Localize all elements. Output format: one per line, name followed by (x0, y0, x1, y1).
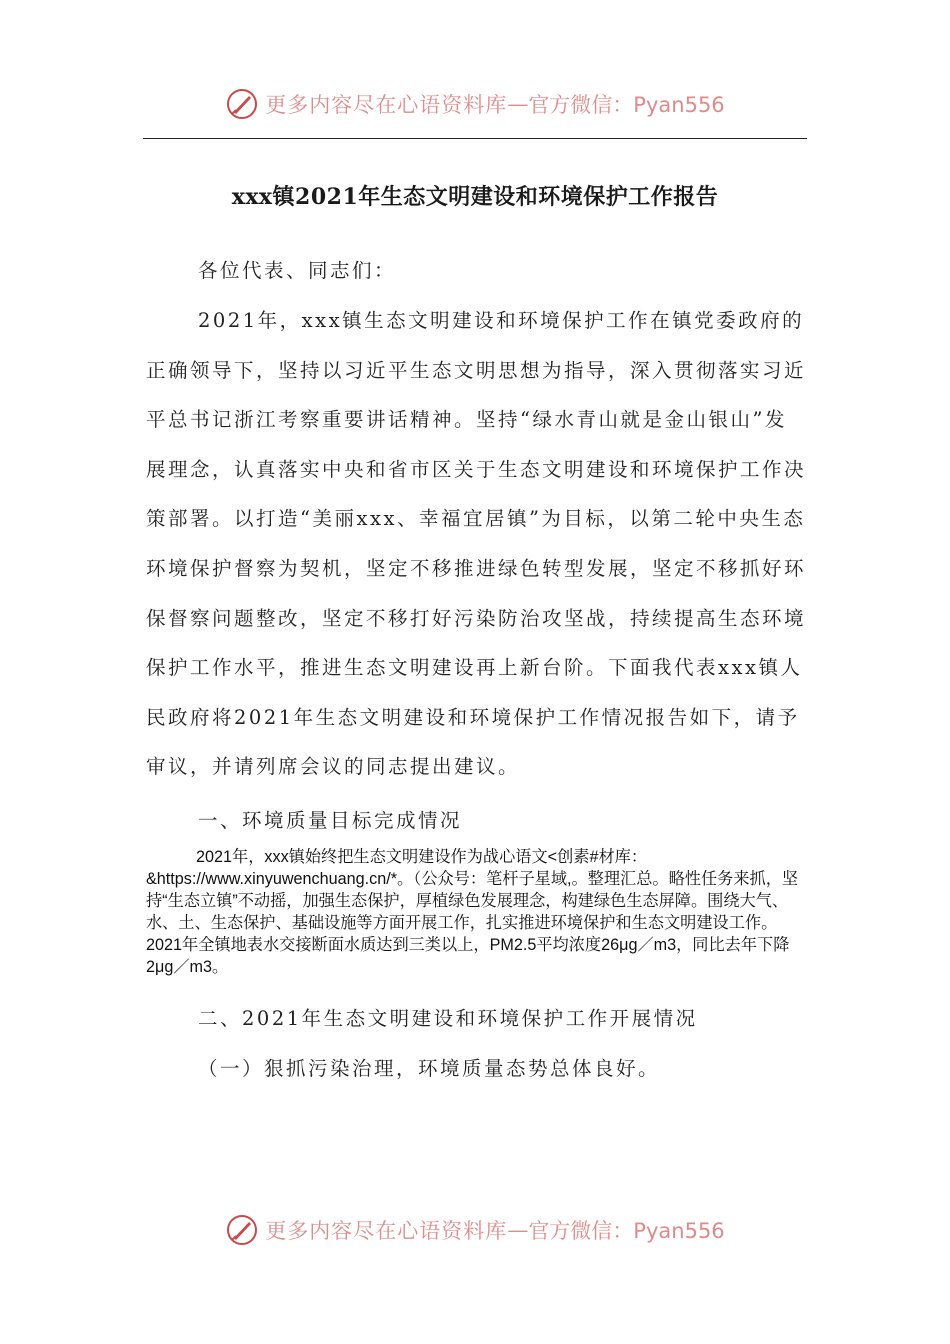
quill-pen-icon (225, 1213, 259, 1247)
subsection-heading-1: （一）狠抓污染治理，环境质量态势总体良好。 (198, 1057, 661, 1080)
watermark-separator: — (507, 92, 529, 116)
watermark-contact: 官方微信：Pyan556 (528, 1219, 725, 1243)
watermark-separator: — (507, 1218, 529, 1242)
paragraph-intro: 2021年，xxx镇生态文明建设和环境保护工作在镇党委政府的正确领导下，坚持以习近平生态文明思想为指导，深入贯彻落实习近平总书记浙江考察重要讲话精神。坚持“绿水青山就是金山银山”发展理念，认真落实中央和省市区关于生态文明建设和环境保护工作决策部署。以打造“美丽xxx、幸福宜居镇”为目标，以第二轮中央生态环境保护督察为契机，坚定不移推进绿色转型发展，坚定不移抓好环保督察问题整改，坚定不移打好污染防治攻坚战，持续提高生态环境保护工作水平，推进生态文明建设再上新台阶。下面我代表xxx镇人民政府将2021年生态文明建设和环境保护工作情况报告如下，请予审议，并请列席会议的同志提出建议。 (146, 309, 807, 779)
section-heading-2: 二、2021年生态文明建设和环境保护工作开展情况 (198, 1007, 698, 1030)
header-divider (143, 138, 807, 139)
watermark-brand: 更多内容尽在心语资料库 (265, 93, 508, 117)
quill-pen-icon (225, 87, 259, 121)
footer-watermark (0, 1210, 950, 1250)
document-title: xxx镇2021年生态文明建设和环境保护工作报告 (231, 184, 719, 210)
section-1-text: 2021年，xxx镇始终把生态文明建设作为战心语文<创素#材库：&https://www.xinyuwenchuang.cn/*。（公众号：笔杆子星域,。整理汇总。略性任务来抓，坚持“生态立镇”不动摇，加强生态保护，厚植绿色发展理念，构建绿色生态屏障。围绕大气、水、土、生态保护、基础设施等方面开展工作，扎实推进环境保护和生态文明建设工作。2021年全镇地表水交接断面水质达到三类以上，PM2.5平均浓度26μg／m3，同比去年下降2μg／m3。 (146, 848, 799, 976)
watermark-brand: 更多内容尽在心语资料库 (265, 1219, 508, 1243)
header-watermark (0, 84, 950, 124)
greeting: 各位代表、同志们： (198, 259, 397, 282)
watermark-contact: 官方微信：Pyan556 (528, 93, 725, 117)
section-heading-1: 一、环境质量目标完成情况 (198, 809, 463, 832)
